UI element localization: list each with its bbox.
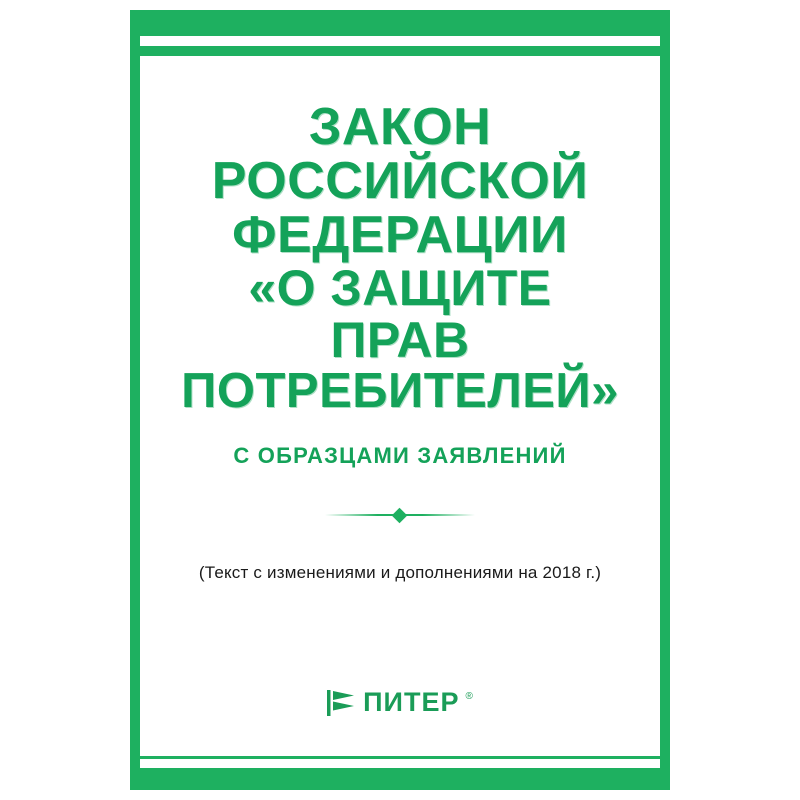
- title-line-5: ПРАВ: [330, 312, 470, 369]
- cover-content: [140, 56, 660, 756]
- title-line-1: ЗАКОН: [308, 98, 492, 156]
- cover-title: [140, 100, 660, 417]
- title-line-3: ФЕДЕРАЦИИ: [232, 206, 568, 265]
- title-line-6: ПОТРЕБИТЕЛЕЙ»: [181, 364, 619, 419]
- bottom-band-white-stripe: [140, 759, 660, 768]
- title-line-4: «О ЗАЩИТЕ: [248, 260, 552, 317]
- publisher-name: ПИТЕР: [363, 687, 460, 717]
- publisher-logo: [140, 689, 660, 716]
- diamond-divider-icon: [325, 509, 475, 521]
- divider-diamond: [392, 508, 408, 524]
- cover-edition-note: (Текст с изменениями и дополнениями на 2018 г.): [198, 563, 602, 583]
- title-line-2: РОССИЙСКОЙ: [211, 152, 589, 211]
- top-green-band: [130, 10, 670, 56]
- piter-flag-icon: [327, 690, 357, 716]
- registered-mark: ®: [465, 691, 473, 702]
- top-band-white-stripe: [140, 36, 660, 46]
- cover-subtitle: С ОБРАЗЦАМИ ЗАЯВЛЕНИЙ: [233, 443, 567, 469]
- book-cover: [130, 10, 670, 790]
- bottom-green-band: [130, 756, 670, 790]
